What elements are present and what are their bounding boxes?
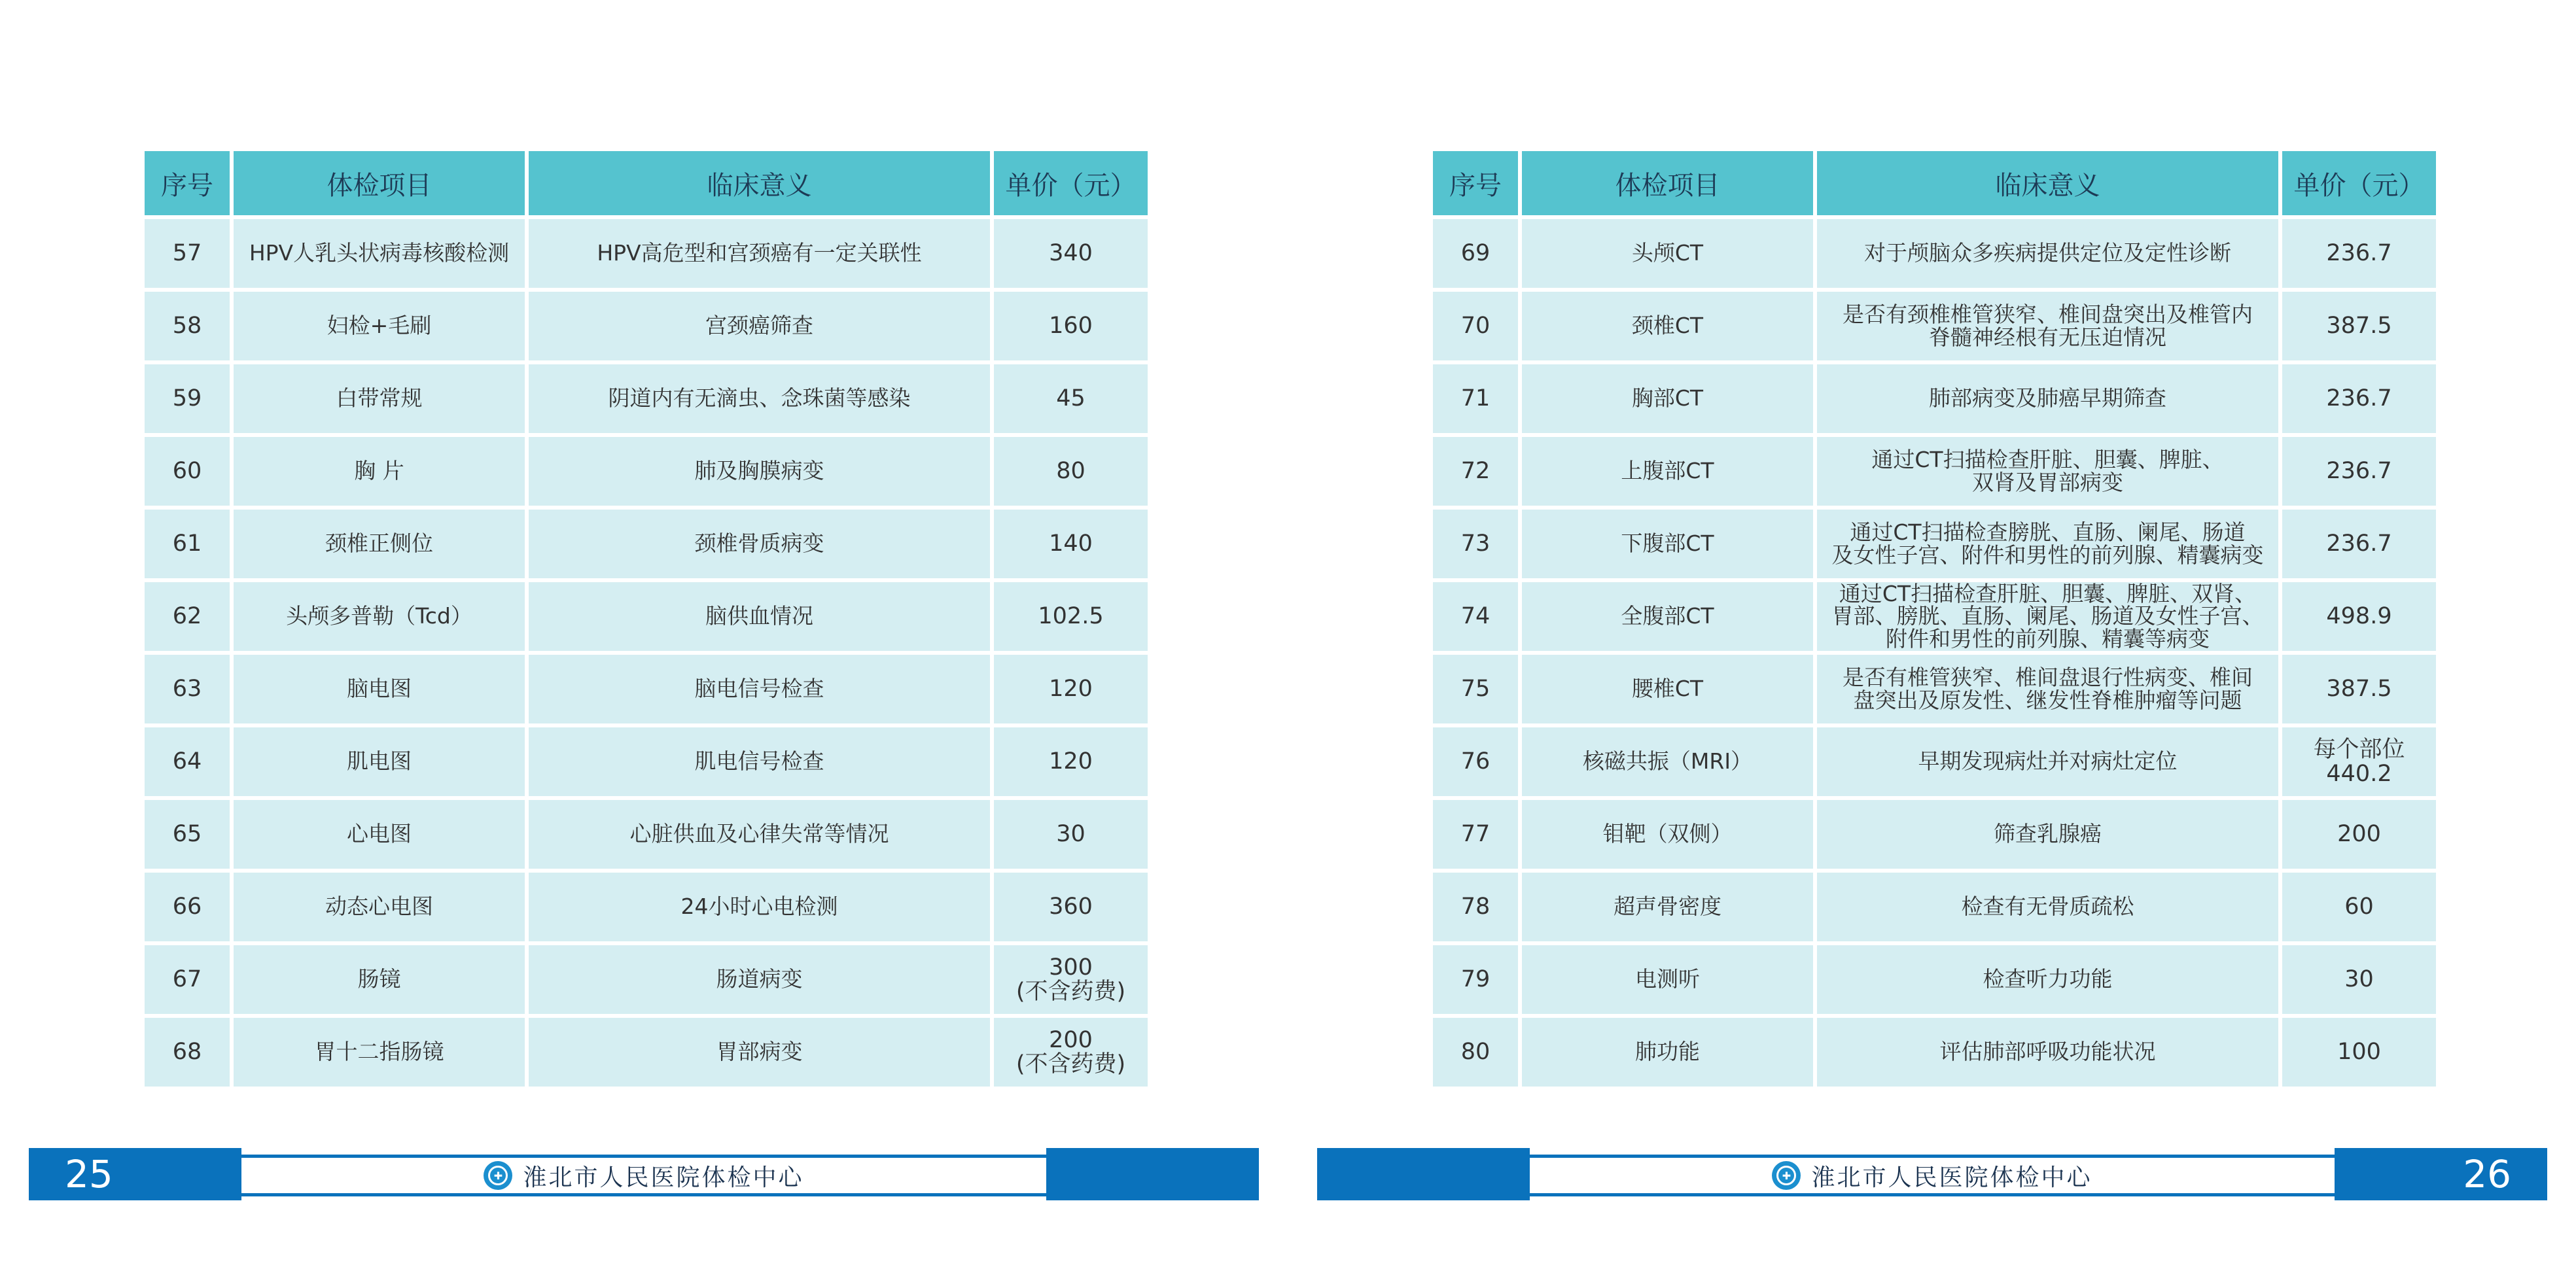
header-item: 体检项目 (1522, 151, 1813, 215)
cell-price: 498.9 (2282, 582, 2436, 651)
cell-item: 头颅CT (1522, 219, 1813, 288)
cell-no: 65 (145, 800, 230, 869)
footer (1317, 1148, 2547, 1200)
table-row (145, 437, 1148, 506)
cell-no: 71 (1433, 364, 1518, 433)
cell-no: 72 (1433, 437, 1518, 506)
cell-price: 120 (994, 727, 1148, 796)
cell-item: 胃十二指肠镜 (234, 1018, 525, 1087)
cell-price: 160 (994, 292, 1148, 360)
cell-significance: 检查有无骨质疏松 (1817, 873, 2278, 941)
cell-no: 67 (145, 945, 230, 1014)
cell-significance: 宫颈癌筛查 (529, 292, 990, 360)
cell-price: 120 (994, 655, 1148, 723)
cell-significance: 是否有颈椎椎管狭窄、椎间盘突出及椎管内 脊髓神经根有无压迫情况 (1817, 292, 2278, 360)
cell-item: 颈椎CT (1522, 292, 1813, 360)
cell-no: 68 (145, 1018, 230, 1087)
cell-item: 腰椎CT (1522, 655, 1813, 723)
cell-price: 340 (994, 219, 1148, 288)
cell-item: 上腹部CT (1522, 437, 1813, 506)
table-header-row (145, 151, 1148, 215)
cell-significance: 通过CT扫描检查膀胱、直肠、阑尾、肠道 及女性子宫、附件和男性的前列腺、精囊病变 (1817, 510, 2278, 578)
cell-significance: 心脏供血及心律失常等情况 (529, 800, 990, 869)
cell-item: HPV人乳头状病毒核酸检测 (234, 219, 525, 288)
cell-item: 钼靶（双侧） (1522, 800, 1813, 869)
hospital-logo-icon: ✚ (484, 1161, 512, 1190)
cell-item: 电测听 (1522, 945, 1813, 1014)
cell-price: 236.7 (2282, 364, 2436, 433)
cell-no: 80 (1433, 1018, 1518, 1087)
cell-significance: 颈椎骨质病变 (529, 510, 990, 578)
footer-block-right (2335, 1148, 2547, 1200)
cell-significance: 检查听力功能 (1817, 945, 2278, 1014)
table-row (1433, 655, 2436, 723)
cell-no: 62 (145, 582, 230, 651)
cell-no: 73 (1433, 510, 1518, 578)
cell-significance: 肌电信号检查 (529, 727, 990, 796)
cell-item: 胸部CT (1522, 364, 1813, 433)
header-price: 单价（元） (2282, 151, 2436, 215)
cell-no: 70 (1433, 292, 1518, 360)
cell-item: 全腹部CT (1522, 582, 1813, 651)
footer-block-left (29, 1148, 241, 1200)
header-significance: 临床意义 (529, 151, 990, 215)
cell-item: 白带常规 (234, 364, 525, 433)
cell-price: 60 (2282, 873, 2436, 941)
table-header-row (1433, 151, 2436, 215)
header-significance: 临床意义 (1817, 151, 2278, 215)
cell-item: 头颅多普勒（Tcd） (234, 582, 525, 651)
table-row (1433, 727, 2436, 796)
cell-item: 动态心电图 (234, 873, 525, 941)
cell-item: 下腹部CT (1522, 510, 1813, 578)
cell-item: 肠镜 (234, 945, 525, 1014)
cell-price: 102.5 (994, 582, 1148, 651)
cell-significance: 早期发现病灶并对病灶定位 (1817, 727, 2278, 796)
cell-significance: 胃部病变 (529, 1018, 990, 1087)
cell-no: 58 (145, 292, 230, 360)
hospital-name: 淮北市人民医院体检中心 (523, 1164, 804, 1191)
table-row (1433, 582, 2436, 651)
cell-price: 140 (994, 510, 1148, 578)
table-row (1433, 219, 2436, 288)
table-row (145, 873, 1148, 941)
cell-item: 妇检+毛刷 (234, 292, 525, 360)
cell-significance: 阴道内有无滴虫、念珠菌等感染 (529, 364, 990, 433)
table-row (1433, 800, 2436, 869)
table-row (145, 655, 1148, 723)
cell-price: 360 (994, 873, 1148, 941)
cell-no: 75 (1433, 655, 1518, 723)
cell-price: 45 (994, 364, 1148, 433)
cell-significance: 24小时心电检测 (529, 873, 990, 941)
cell-significance: 通过CT扫描检查肝脏、胆囊、脾脏、 双肾及胃部病变 (1817, 437, 2278, 506)
cell-no: 61 (145, 510, 230, 578)
cell-no: 60 (145, 437, 230, 506)
table-row (145, 945, 1148, 1014)
header-item: 体检项目 (234, 151, 525, 215)
price-table (1429, 147, 2440, 1090)
cell-price: 200 (不含药费) (994, 1018, 1148, 1087)
cell-item: 超声骨密度 (1522, 873, 1813, 941)
cell-significance: 肺及胸膜病变 (529, 437, 990, 506)
header-no: 序号 (145, 151, 230, 215)
cell-item: 肺功能 (1522, 1018, 1813, 1087)
cell-significance: 肺部病变及肺癌早期筛查 (1817, 364, 2278, 433)
cell-significance: 筛查乳腺癌 (1817, 800, 2278, 869)
cell-price: 30 (2282, 945, 2436, 1014)
footer (29, 1148, 1259, 1200)
footer-bar (1530, 1155, 2335, 1196)
cell-significance: 肠道病变 (529, 945, 990, 1014)
cell-price: 80 (994, 437, 1148, 506)
table-row (145, 1018, 1148, 1087)
cell-no: 79 (1433, 945, 1518, 1014)
table-row (145, 800, 1148, 869)
cell-price: 236.7 (2282, 219, 2436, 288)
header-no: 序号 (1433, 151, 1518, 215)
table-row (145, 510, 1148, 578)
cell-price: 387.5 (2282, 655, 2436, 723)
table-row (145, 219, 1148, 288)
footer-bar (241, 1155, 1046, 1196)
cell-price: 236.7 (2282, 437, 2436, 506)
cell-significance: 脑供血情况 (529, 582, 990, 651)
table-row (1433, 364, 2436, 433)
cell-price: 30 (994, 800, 1148, 869)
cell-no: 66 (145, 873, 230, 941)
table-body (1433, 219, 2436, 1087)
cell-no: 59 (145, 364, 230, 433)
cell-no: 69 (1433, 219, 1518, 288)
cell-item: 肌电图 (234, 727, 525, 796)
table-row (1433, 873, 2436, 941)
page-26 (1288, 0, 2576, 1288)
cell-price: 200 (2282, 800, 2436, 869)
cell-price: 300 (不含药费) (994, 945, 1148, 1014)
cell-significance: 评估肺部呼吸功能状况 (1817, 1018, 2278, 1087)
cell-no: 57 (145, 219, 230, 288)
cell-significance: 脑电信号检查 (529, 655, 990, 723)
table-row (145, 727, 1148, 796)
cell-significance: HPV高危型和宫颈癌有一定关联性 (529, 219, 990, 288)
cell-price: 每个部位 440.2 (2282, 727, 2436, 796)
table-row (1433, 1018, 2436, 1087)
cell-significance: 通过CT扫描检查肝脏、胆囊、脾脏、双肾、 胃部、膀胱、直肠、阑尾、肠道及女性子宫、 附件和男性的前列腺、精囊等病变 (1817, 582, 2278, 651)
cell-significance: 对于颅脑众多疾病提供定位及定性诊断 (1817, 219, 2278, 288)
hospital-logo-icon: ✚ (1772, 1161, 1801, 1190)
price-table (141, 147, 1152, 1090)
cell-item: 核磁共振（MRI） (1522, 727, 1813, 796)
header-price: 单价（元） (994, 151, 1148, 215)
cell-significance: 是否有椎管狭窄、椎间盘退行性病变、椎间 盘突出及原发性、继发性脊椎肿瘤等问题 (1817, 655, 2278, 723)
cell-price: 100 (2282, 1018, 2436, 1087)
cell-no: 77 (1433, 800, 1518, 869)
table-row (1433, 292, 2436, 360)
cell-no: 78 (1433, 873, 1518, 941)
table-row (145, 364, 1148, 433)
table-body (145, 219, 1148, 1087)
table-row (1433, 510, 2436, 578)
cell-item: 颈椎正侧位 (234, 510, 525, 578)
table-row (1433, 437, 2436, 506)
cell-no: 76 (1433, 727, 1518, 796)
cell-price: 236.7 (2282, 510, 2436, 578)
table-row (145, 582, 1148, 651)
page-number: 26 (2463, 1152, 2511, 1196)
cell-item: 脑电图 (234, 655, 525, 723)
cell-no: 64 (145, 727, 230, 796)
hospital-name: 淮北市人民医院体检中心 (1811, 1164, 2092, 1191)
cell-item: 心电图 (234, 800, 525, 869)
page-number: 25 (65, 1152, 113, 1196)
footer-block-right (1046, 1148, 1259, 1200)
table-row (145, 292, 1148, 360)
cell-no: 74 (1433, 582, 1518, 651)
table-row (1433, 945, 2436, 1014)
footer-block-left (1317, 1148, 1530, 1200)
cell-no: 63 (145, 655, 230, 723)
cell-item: 胸 片 (234, 437, 525, 506)
cell-price: 387.5 (2282, 292, 2436, 360)
